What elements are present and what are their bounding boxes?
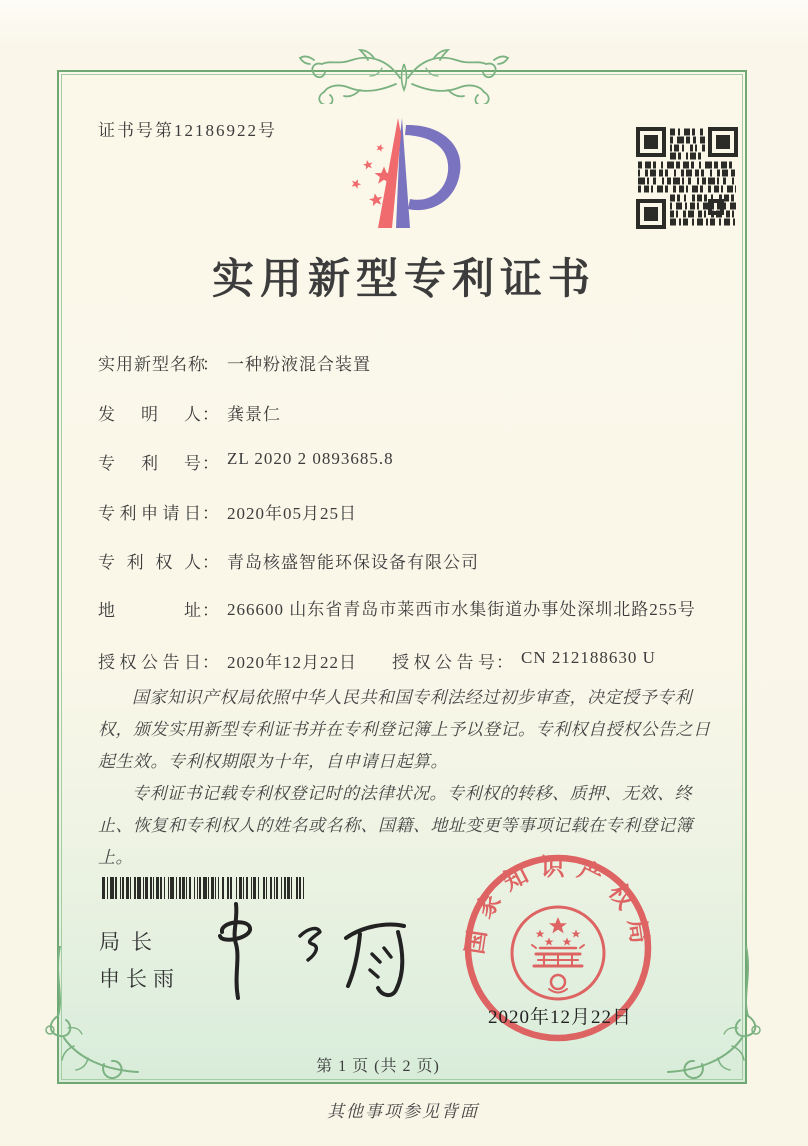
field-colon: ： xyxy=(202,653,220,672)
field-colon: ： xyxy=(496,653,514,672)
field-label: 发明人 xyxy=(98,405,202,424)
field-value: ZL 2020 2 0893685.8 xyxy=(227,449,394,468)
field-value: 2020年05月25日 xyxy=(227,504,357,523)
field-row-inventor xyxy=(98,400,281,425)
field-label: 实用新型名称 xyxy=(98,355,206,374)
page-title: 实用新型专利证书 xyxy=(211,257,596,303)
barcode xyxy=(102,877,304,899)
legal-paragraph-1: 国家知识产权局依照中华人民共和国专利法经过初步审查，决定授予专利权，颁发实用新型专利证书并在专利登记簿上予以登记。专利权自授权公告之日起生效。专利权期限为十年，自申请日起算。 xyxy=(98,688,711,771)
signer-role: 局长 xyxy=(99,931,163,954)
seal-national-emblem xyxy=(536,917,581,946)
legal-paragraph-2: 专利证书记载专利权登记时的法律状况。专利权的转移、质押、无效、终止、恢复和专利权人的姓名或名称、国籍、地址变更等事项记载在专利登记簿上。 xyxy=(98,784,693,867)
field-colon: ： xyxy=(202,355,220,374)
field-value: 2020年12月22日 xyxy=(227,653,357,672)
signer-name: 申长雨 xyxy=(99,968,180,991)
cnipa-logo-icon xyxy=(336,110,476,236)
field-value: 266600 山东省青岛市莱西市水集街道办事处深圳北路255号 xyxy=(227,600,696,619)
certificate-number: 证书号第12186922号 xyxy=(98,121,277,140)
field-row-patentee xyxy=(98,548,479,573)
field-colon: ： xyxy=(202,504,220,523)
field-value: 龚景仁 xyxy=(227,405,281,424)
field-label: 地址 xyxy=(98,601,202,620)
seal-ring-text: 国家知识产权局 xyxy=(462,854,654,956)
page-number: 第 1 页 (共 2 页) xyxy=(316,1058,440,1075)
field-colon: ： xyxy=(202,601,220,620)
field-label: 专利号 xyxy=(98,454,202,473)
field-value: 一种粉液混合装置 xyxy=(227,355,371,374)
field-row-grant xyxy=(98,648,656,673)
field-label: 授权公告日 xyxy=(98,653,202,672)
back-note: 其他事项参见背面 xyxy=(327,1102,479,1121)
handwritten-signature xyxy=(208,898,418,1008)
field-colon: ： xyxy=(202,405,220,424)
legal-text xyxy=(98,682,714,874)
field-row-address xyxy=(98,596,727,623)
field-label: 专利申请日 xyxy=(98,504,202,523)
svg-text:国家知识产权局 xyxy=(461,854,654,956)
field-value: 青岛核盛智能环保设备有限公司 xyxy=(227,553,479,572)
field-row-filing-date xyxy=(98,499,357,524)
field-row-patent-no xyxy=(98,449,394,474)
dragon-flourish-ornament xyxy=(278,44,530,104)
field-colon: ： xyxy=(202,553,220,572)
seal-date: 2020年12月22日 xyxy=(487,1007,632,1028)
grant-number-pair xyxy=(392,648,656,673)
qr-code xyxy=(636,127,738,229)
field-label: 专利权人 xyxy=(98,553,202,572)
field-value: CN 212188630 U xyxy=(521,648,656,667)
field-colon: ： xyxy=(202,454,220,473)
field-label: 授权公告号 xyxy=(392,653,496,672)
field-row-name xyxy=(98,350,371,375)
